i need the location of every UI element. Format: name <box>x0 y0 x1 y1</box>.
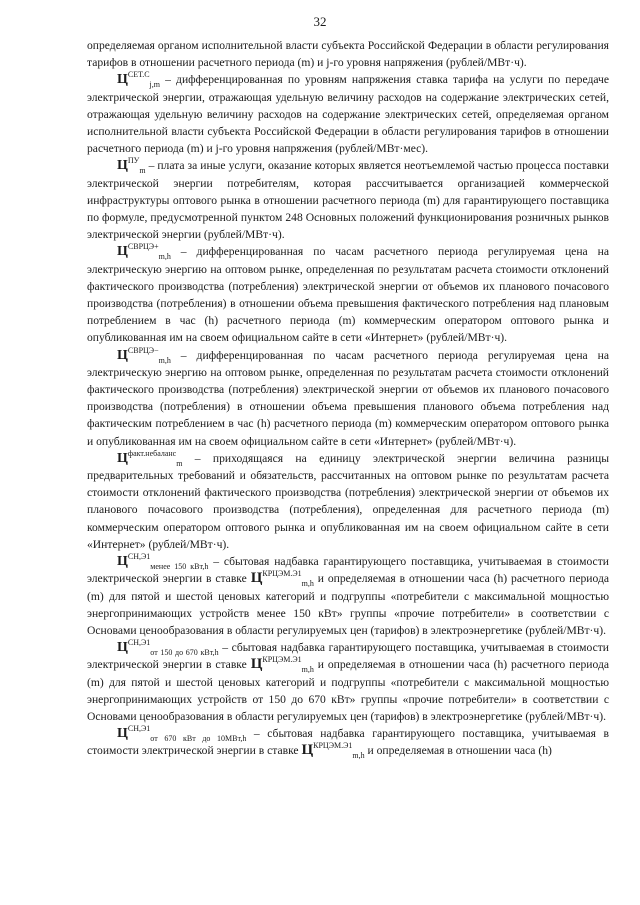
definition-text: – дифференцированная по уровням напряжения ставка тарифа на услуги по передаче электрической энергии, отражающая удельную величину расходов на содержание электрических сетей, отражающая удельную величину расходов на содержание электрических сетей, определяемая органом исполнительной власти субъекта Российской Федерации в области регулирования тарифов в отношении расчетного периода (m) и j-го уровня напряжения (рублей/МВт·мес). <box>87 73 609 156</box>
symbol-superscript: СН,Э1 <box>127 552 151 562</box>
symbol-subscript: менее 150 кВт,h <box>150 562 209 572</box>
definition-markup-150-670kw <box>87 639 609 725</box>
inner-symbol: Ц <box>250 570 263 587</box>
symbol: Ц <box>117 640 128 656</box>
definition-text: – приходящаяся на единицу электрической энергии величина разницы предварительных требований и обязательств, рассчитанных на оптовом рынке по результатам расчета стоимости отклонений фактического производства (потребления) электрической энергии от объемов их планового почасового производства (потребления), определенная для расчетного периода (m) коммерческим оператором оптового рынка и опубликованная им на своем официальном сайте в сети «Интернет» (рублей/МВт·ч). <box>87 451 609 551</box>
inner-symbol-subscript: m,h <box>352 751 365 761</box>
definition-fact-imbalance <box>87 450 609 553</box>
inner-symbol-superscript: КРЦЭМ.Э1 <box>262 655 302 665</box>
symbol-subscript: от 670 кВт до 10МВт,h <box>150 734 247 744</box>
page-number: 32 <box>313 14 327 29</box>
symbol: Ц <box>117 347 128 363</box>
inner-symbol-superscript: КРЦЭМ.Э1 <box>313 741 353 751</box>
definition-text-a: – сбытовая надбавка гарантирующего поставщика, учитываемая в стоимости электрической энергии в ставке <box>87 727 609 758</box>
inner-symbol: Ц <box>250 656 263 673</box>
symbol: Ц <box>117 244 128 260</box>
inner-symbol-subscript: m,h <box>301 665 314 675</box>
definition-text: – дифференцированная по часам расчетного периода регулируемая цена на электрическую энергию на оптовом рынке, определенная по результатам расчета стоимости отклонений фактического производства (потребления) электрической энергии от объемов их планового почасового производства (потребления) в отношении объема превышения планового объема потребления над фактическим потреблением в час (h) расчетного периода (m) коммерческим оператором оптового рынка и опубликованная им на своем официальном сайте в сети «Интернет» (рублей/МВт·ч). <box>87 348 609 448</box>
definition-text-b: и определяемая в отношении часа (h) <box>364 744 552 758</box>
definition-text: – плата за иные услуги, оказание которых является неотъемлемой частью процесса поставки электрической энергии потребителям, которая рассчитывается организацией коммерческой инфраструктуры оптового рынка в отношении расчетного периода (m) для гарантирующего поставщика по формуле, предусмотренной пунктом 248 Основных положений функционирования розничных рынков электрической энергии (рублей/МВт·ч). <box>87 159 609 242</box>
symbol-subscript: m,h <box>158 355 171 365</box>
symbol-subscript: m <box>176 458 183 468</box>
symbol-superscript: СВРЦЭ+ <box>127 242 159 252</box>
symbol: Ц <box>117 158 128 174</box>
inner-symbol-subscript: m,h <box>301 579 314 589</box>
symbol-subscript: от 150 до 670 кВт,h <box>150 648 219 658</box>
definition-text-a: – сбытовая надбавка гарантирующего поставщика, учитываемая в стоимости электрической энергии в ставке <box>87 641 609 672</box>
definition-text-b: и определяемая в отношении часа (h) расчетного периода (m) для пятой и шестой ценовых категорий и подгруппы «потребители с максимальной мощностью энергопринимающих устройств менее 150 кВт» группы «прочие потребители» в соответствии с Основами ценообразования в области регулируемых цен (тарифов) в электроэнергетике (рублей/МВт·ч). <box>87 572 609 637</box>
intro-paragraph: определяемая органом исполнительной власти субъекта Российской Федерации в области регулирования тарифов в отношении расчетного периода (m) и j-го уровня напряжения (рублей/МВт·ч). <box>87 39 609 70</box>
symbol: Ц <box>117 72 128 88</box>
definition-text: – дифференцированная по часам расчетного периода регулируемая цена на электрическую энергию на оптовом рынке, определенная по результатам расчета стоимости отклонений фактического производства (потребления) электрической энергии от объемов их планового почасового производства (потребления) в отношении объема превышения фактического потребления над плановым потреблением в час (h) расчетного периода (m) коммерческим оператором оптового рынка и опубликованная им на своем официальном сайте в сети «Интернет» (рублей/МВт·ч). <box>87 245 609 345</box>
symbol: Ц <box>117 554 128 570</box>
inner-symbol-superscript: КРЦЭМ.Э1 <box>262 569 302 579</box>
definition-tariff-network <box>87 71 609 157</box>
definition-text-b: и определяемая в отношении часа (h) расчетного периода (m) для пятой и шестой ценовых категорий и подгруппы «потребители с максимальной мощностью энергопринимающих устройств от 150 до 670 кВт» группы «прочие потребители» в соответствии с Основами ценообразования в области регулируемых цен (тарифов) в электроэнергетике (рублей/МВт·ч). <box>87 658 609 723</box>
inner-symbol: Ц <box>301 742 314 759</box>
symbol-subscript: m,h <box>158 252 171 262</box>
symbol-superscript: СВРЦЭ− <box>127 345 159 355</box>
definition-svrce-plus <box>87 243 609 346</box>
symbol-superscript: СЕТ.С <box>127 70 150 80</box>
symbol-subscript: j,m <box>149 80 160 90</box>
definition-other-services <box>87 157 609 243</box>
symbol-superscript: ПУ <box>127 156 140 166</box>
body-text <box>87 37 609 760</box>
definition-markup-670kw-10mw <box>87 725 609 759</box>
definition-markup-under-150kw <box>87 553 609 639</box>
definition-text-a: – сбытовая надбавка гарантирующего поставщика, учитываемая в стоимости электрической энергии в ставке <box>87 555 609 586</box>
definition-svrce-minus <box>87 347 609 450</box>
symbol-superscript: СН,Э1 <box>127 638 151 648</box>
symbol-subscript: m <box>139 166 146 176</box>
symbol: Ц <box>117 450 128 466</box>
symbol-superscript: факт.небаланс <box>127 448 177 458</box>
symbol: Ц <box>117 726 128 742</box>
symbol-superscript: СН,Э1 <box>127 724 151 734</box>
